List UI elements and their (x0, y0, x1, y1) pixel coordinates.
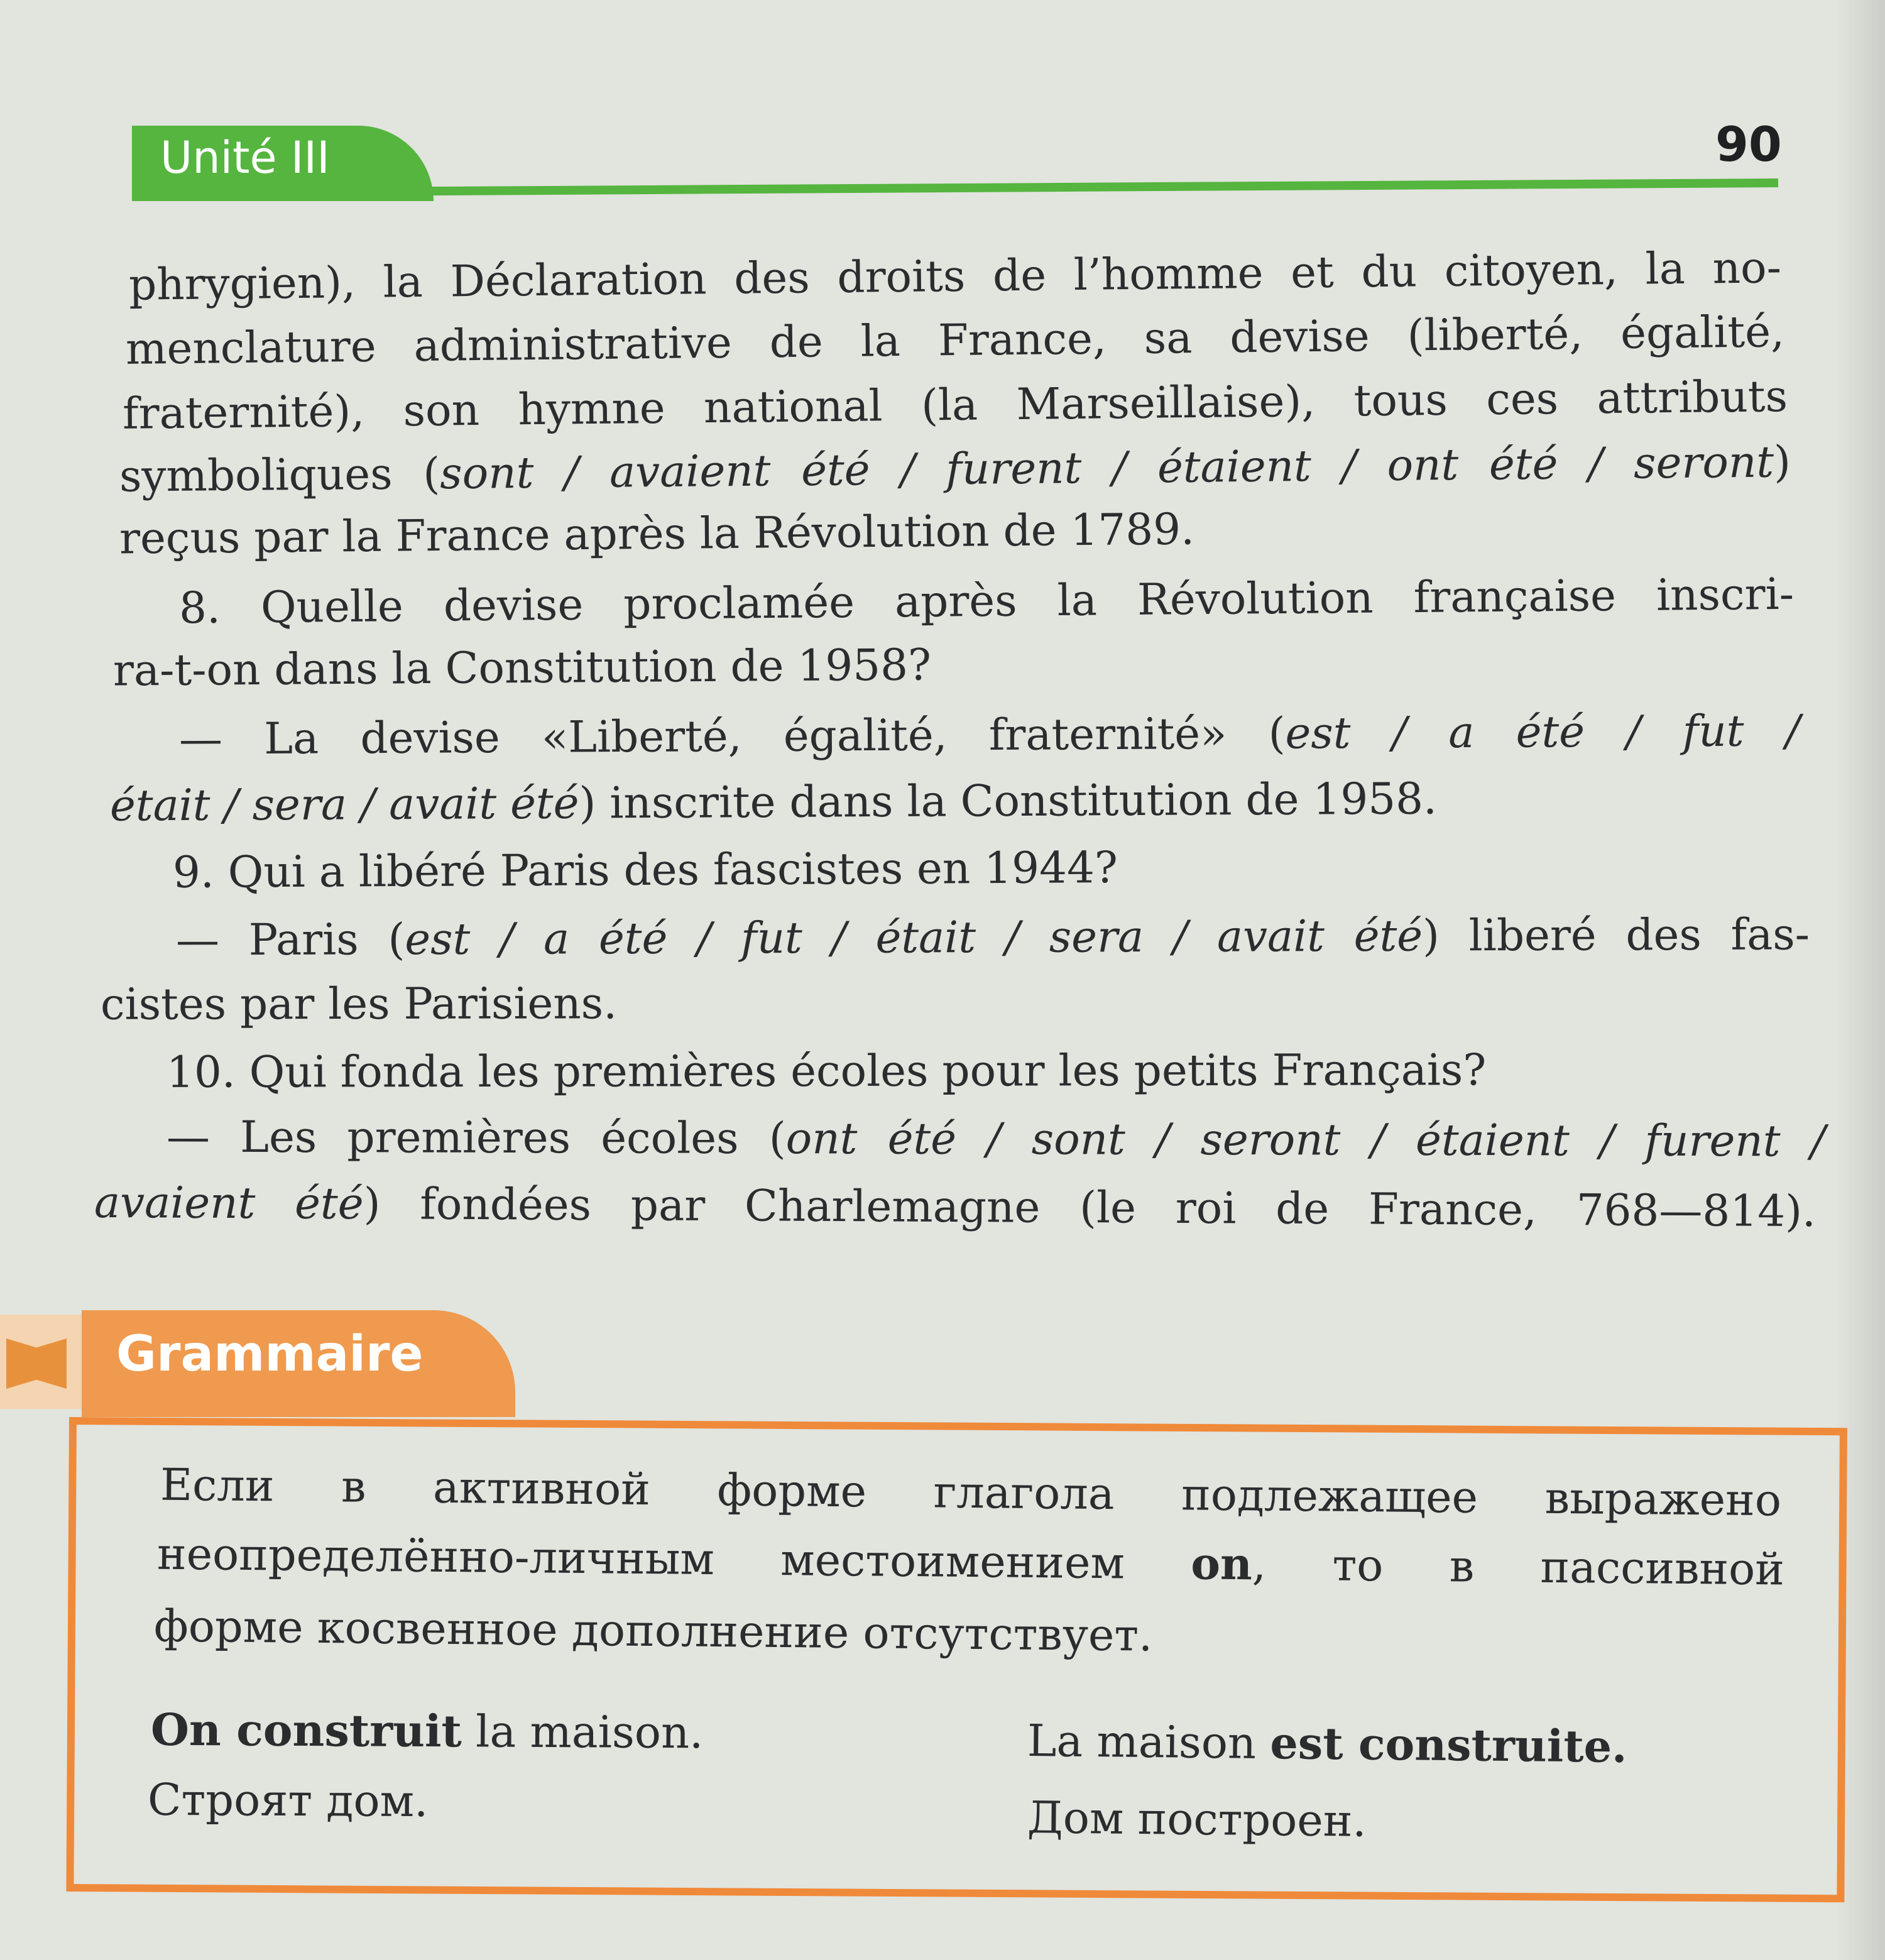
grammar-title: Grammaire (116, 1326, 423, 1382)
grammar-example-passive-translation: Дом построен. (1027, 1792, 1367, 1847)
answer-10-cont: avaient été) fondées par Charlemagne (le roi de France, 768—814). (94, 1177, 1817, 1237)
verb-options: avaient été (94, 1177, 364, 1230)
text-line: reçus par la France après la Révolution de 1789. (119, 504, 1195, 564)
page-number: 90 (1715, 116, 1782, 172)
text-line: menclature administrative de la France, sa devise (liberté, égalité, (125, 307, 1785, 375)
verb-options: ont été / sont / seront / étaient / furent / (785, 1114, 1826, 1167)
answer-8: — La devise «Liberté, égalité, fraternité» (est / a été / fut / (178, 706, 1801, 765)
answer-9: — Paris (est / a été / fut / était / sera / avait été) liberé des fas- (175, 909, 1810, 966)
grammar-example-active-translation: Строят дом. (147, 1773, 429, 1827)
question-9: 9. Qui a libéré Paris des fascistes en 1944? (172, 843, 1118, 898)
text-line: fraternité), son hymne national (la Marseillaise), tous ces attributs (122, 371, 1788, 439)
unit-label: Unité III (160, 132, 330, 183)
grammar-example-passive: La maison est construite. (1027, 1715, 1627, 1773)
text-line: phrygien), la Déclaration des droits de l’homme et du citoyen, la no- (128, 243, 1782, 310)
question-8: 8. Quelle devise proclamée après la Révolution française inscri- (178, 569, 1795, 634)
grammar-rule-line: форме косвенное дополнение отсутствует. (153, 1600, 1153, 1662)
grammar-rule-line: Если в активной форме глагола подлежащее выражено (160, 1459, 1782, 1526)
verb-options: était / sera / avait été (109, 778, 579, 831)
answer-10: — Les premières écoles (ont été / sont / seront / étaient / furent / (166, 1112, 1826, 1167)
verb-options: est / a été / fut / était / sera / avait été (405, 911, 1423, 965)
answer-8-cont: était / sera / avait été) inscrite dans la Constitution de 1958. (109, 774, 1438, 831)
grammar-rule-line: неопределённо-личным местоимением on, то в пассивной (156, 1528, 1785, 1596)
question-10: 10. Qui fonda les premières écoles pour les petits Français? (166, 1045, 1487, 1098)
text-line: symboliques (sont / avaient été / furent / étaient / ont été / seront) (119, 437, 1791, 502)
verb-options: sont / avaient été / furent / étaient / ont été / seront (439, 437, 1774, 500)
answer-9-cont: cistes par les Parisiens. (100, 978, 618, 1030)
verb-options: est / a été / fut / (1285, 706, 1801, 759)
grammar-example-active: On construit la maison. (150, 1703, 704, 1759)
question-8-cont: ra-t-on dans la Constitution de 1958? (112, 640, 932, 696)
